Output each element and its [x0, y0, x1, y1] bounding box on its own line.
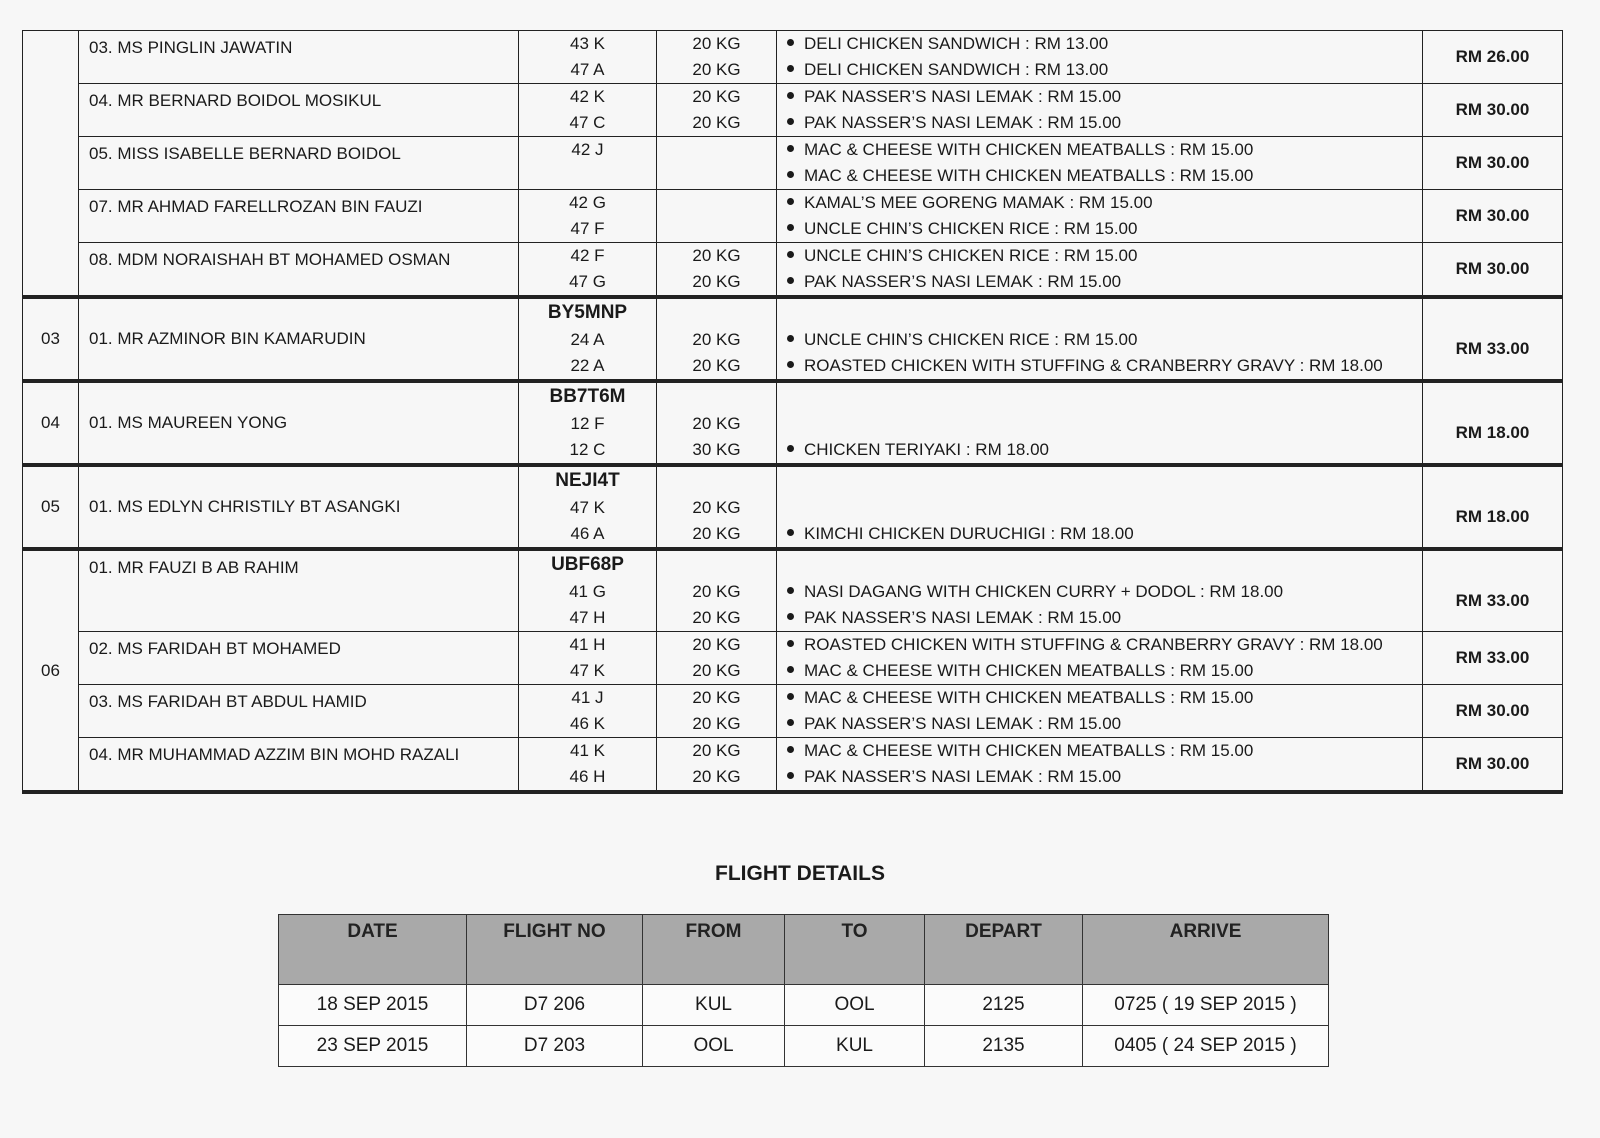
flight-arrive: 0725 ( 19 SEP 2015 ) [1083, 985, 1329, 1026]
baggage-allowance: 30 KG [692, 440, 741, 459]
bullet-icon [787, 39, 794, 46]
baggage-allowance: 20 KG [692, 688, 741, 707]
meal-text: UNCLE CHIN’S CHICKEN RICE : RM 15.00 [804, 246, 1138, 265]
passenger-meal-table [22, 30, 1563, 794]
meal-item [777, 190, 1422, 216]
meal-lines [777, 738, 1422, 790]
seat-cell [519, 549, 657, 632]
meal-item [777, 163, 1422, 189]
meal-lines [777, 383, 1422, 463]
flight-to: KUL [785, 1026, 925, 1067]
seat-lines [519, 467, 656, 547]
passenger-name: 01. MR FAUZI B AB RAHIM [79, 549, 519, 632]
meal-text: PAK NASSER’S NASI LEMAK : RM 15.00 [804, 608, 1122, 627]
meal-total: RM 26.00 [1423, 31, 1563, 84]
meal-text: UNCLE CHIN’S CHICKEN RICE : RM 15.00 [804, 219, 1138, 238]
bullet-icon [787, 613, 794, 620]
baggage-allowance: 20 KG [692, 524, 741, 543]
passenger-name: 08. MDM NORAISHAH BT MOHAMED OSMAN [79, 243, 519, 298]
seat-lines [519, 299, 656, 379]
meal-lines [777, 84, 1422, 136]
meal-lines [777, 137, 1422, 189]
bullet-icon [787, 277, 794, 284]
meal-total: RM 30.00 [1423, 137, 1563, 190]
seat-lines [519, 632, 656, 684]
passenger-row [23, 549, 1563, 632]
meal-item [777, 495, 1422, 521]
group-number [23, 31, 79, 298]
header-flight-no: FLIGHT NO [467, 915, 643, 985]
baggage-cell [657, 632, 777, 685]
flight-depart: 2135 [925, 1026, 1083, 1067]
meal-item [777, 57, 1422, 83]
seat-number: 47 A [570, 60, 605, 79]
group-number: 06 [23, 549, 79, 792]
baggage-allowance: 20 KG [692, 498, 741, 517]
baggage-allowance [657, 137, 776, 163]
bullet-icon [787, 640, 794, 647]
meal-total: RM 33.00 [1423, 549, 1563, 632]
meal-text: MAC & CHEESE WITH CHICKEN MEATBALLS : RM 15.00 [804, 661, 1254, 680]
seat-number: 47 K [570, 661, 605, 680]
seat-number: 12 F [570, 414, 605, 433]
meal-total: RM 33.00 [1423, 297, 1563, 381]
seat-cell [519, 685, 657, 738]
seat-number: 47 H [569, 608, 606, 627]
flight-arrive: 0405 ( 24 SEP 2015 ) [1083, 1026, 1329, 1067]
baggage-allowance: 20 KG [692, 330, 741, 349]
spacer [657, 383, 776, 411]
seat-lines [519, 31, 656, 83]
meal-lines [777, 31, 1422, 83]
meal-text: DELI CHICKEN SANDWICH : RM 13.00 [804, 34, 1109, 53]
meal-cell [777, 84, 1423, 137]
baggage-allowance: 20 KG [692, 741, 741, 760]
baggage-lines [657, 84, 776, 136]
passenger-row [23, 137, 1563, 190]
passenger-name: 05. MISS ISABELLE BERNARD BOIDOL [79, 137, 519, 190]
bullet-icon [787, 335, 794, 342]
spacer [657, 467, 776, 495]
meal-text: MAC & CHEESE WITH CHICKEN MEATBALLS : RM 15.00 [804, 741, 1254, 760]
meal-cell [777, 632, 1423, 685]
passenger-name: 01. MS EDLYN CHRISTILY BT ASANGKI [79, 465, 519, 549]
seat-lines [519, 84, 656, 136]
baggage-cell [657, 738, 777, 793]
meal-lines [777, 685, 1422, 737]
flight-details-title: FLIGHT DETAILS [715, 862, 885, 885]
seat-number: 41 G [569, 582, 606, 601]
passenger-name: 03. MS FARIDAH BT ABDUL HAMID [79, 685, 519, 738]
spacer [777, 299, 1422, 327]
bullet-icon [787, 251, 794, 258]
seat-cell [519, 31, 657, 84]
bullet-icon [787, 224, 794, 231]
meal-item [777, 216, 1422, 242]
meal-cell [777, 243, 1423, 298]
meal-text: MAC & CHEESE WITH CHICKEN MEATBALLS : RM 15.00 [804, 688, 1254, 707]
passenger-row [23, 381, 1563, 465]
passenger-name: 01. MR AZMINOR BIN KAMARUDIN [79, 297, 519, 381]
seat-lines [519, 190, 656, 242]
baggage-cell [657, 137, 777, 190]
meal-total: RM 18.00 [1423, 381, 1563, 465]
group-number: 04 [23, 381, 79, 465]
baggage-cell [657, 297, 777, 381]
meal-cell [777, 31, 1423, 84]
baggage-allowance: 20 KG [692, 767, 741, 786]
baggage-cell [657, 243, 777, 298]
meal-total: RM 30.00 [1423, 84, 1563, 137]
seat-lines [519, 551, 656, 631]
header-from: FROM [643, 915, 785, 985]
booking-reference: BB7T6M [549, 386, 626, 407]
seat-lines [519, 243, 656, 295]
seat-cell [519, 632, 657, 685]
bullet-icon [787, 65, 794, 72]
meal-cell [777, 297, 1423, 381]
flight-to: OOL [785, 985, 925, 1026]
flight-details-table [278, 914, 1329, 1067]
meal-text: PAK NASSER’S NASI LEMAK : RM 15.00 [804, 272, 1122, 291]
bullet-icon [787, 361, 794, 368]
meal-item [777, 353, 1422, 379]
seat-number: 42 K [570, 87, 605, 106]
baggage-lines [657, 467, 776, 547]
meal-cell [777, 381, 1423, 465]
baggage-cell [657, 381, 777, 465]
seat-number: 41 K [570, 741, 605, 760]
passenger-row [23, 738, 1563, 793]
flight-from: KUL [643, 985, 785, 1026]
meal-text: KIMCHI CHICKEN DURUCHIGI : RM 18.00 [804, 524, 1134, 543]
passenger-row [23, 685, 1563, 738]
baggage-lines [657, 137, 776, 189]
meal-text: ROASTED CHICKEN WITH STUFFING & CRANBERRY GRAVY : RM 18.00 [804, 635, 1383, 654]
bullet-icon [787, 92, 794, 99]
meal-lines [777, 551, 1422, 631]
seat-number: 42 F [570, 246, 605, 265]
passenger-name: 04. MR BERNARD BOIDOL MOSIKUL [79, 84, 519, 137]
flight-header-row [279, 915, 1329, 985]
baggage-allowance [657, 190, 776, 216]
flight-number: D7 203 [467, 1026, 643, 1067]
meal-total: RM 33.00 [1423, 632, 1563, 685]
bullet-icon [787, 445, 794, 452]
meal-item [777, 685, 1422, 711]
meal-total: RM 18.00 [1423, 465, 1563, 549]
seat-number: 24 A [570, 330, 605, 349]
meal-cell [777, 738, 1423, 793]
seat-cell [519, 465, 657, 549]
meal-total: RM 30.00 [1423, 685, 1563, 738]
booking-reference: UBF68P [551, 554, 624, 575]
meal-item [777, 137, 1422, 163]
baggage-cell [657, 190, 777, 243]
passenger-row [23, 31, 1563, 84]
flight-date: 18 SEP 2015 [279, 985, 467, 1026]
passenger-row [23, 190, 1563, 243]
bullet-icon [787, 693, 794, 700]
passenger-name: 02. MS FARIDAH BT MOHAMED [79, 632, 519, 685]
seat-cell [519, 243, 657, 298]
passenger-name: 07. MR AHMAD FARELLROZAN BIN FAUZI [79, 190, 519, 243]
bullet-icon [787, 746, 794, 753]
seat-number: 46 K [570, 714, 605, 733]
meal-item [777, 110, 1422, 136]
meal-lines [777, 467, 1422, 547]
seat-cell [519, 381, 657, 465]
seat-cell [519, 297, 657, 381]
meal-lines [777, 299, 1422, 379]
baggage-allowance [657, 163, 776, 189]
spacer [777, 467, 1422, 495]
seat-number: 42 G [569, 193, 606, 212]
bullet-icon [787, 198, 794, 205]
bullet-icon [787, 719, 794, 726]
baggage-allowance: 20 KG [692, 113, 741, 132]
seat-number: 47 C [569, 113, 606, 132]
bullet-icon [787, 529, 794, 536]
flight-details-container [278, 914, 1329, 1067]
flight-from: OOL [643, 1026, 785, 1067]
group-number: 03 [23, 297, 79, 381]
meal-item [777, 632, 1422, 658]
seat-number: 47 F [570, 219, 605, 238]
spacer [777, 383, 1422, 411]
seat-number: 46 H [569, 767, 606, 786]
meal-text: PAK NASSER’S NASI LEMAK : RM 15.00 [804, 87, 1122, 106]
meal-text: MAC & CHEESE WITH CHICKEN MEATBALLS : RM 15.00 [804, 140, 1254, 159]
meal-text: PAK NASSER’S NASI LEMAK : RM 15.00 [804, 767, 1122, 786]
meal-item [777, 605, 1422, 631]
passenger-name: 03. MS PINGLIN JAWATIN [79, 31, 519, 84]
baggage-allowance: 20 KG [692, 608, 741, 627]
passenger-row [23, 632, 1563, 685]
passenger-row [23, 465, 1563, 549]
passenger-row [23, 243, 1563, 298]
passenger-row [23, 297, 1563, 381]
seat-cell [519, 84, 657, 137]
spacer [657, 551, 776, 579]
passenger-name: 01. MS MAUREEN YONG [79, 381, 519, 465]
baggage-lines [657, 383, 776, 463]
baggage-lines [657, 31, 776, 83]
seat-number: 12 C [569, 440, 606, 459]
flight-date: 23 SEP 2015 [279, 1026, 467, 1067]
booking-reference: BY5MNP [547, 302, 628, 323]
seat-number [519, 163, 656, 189]
baggage-cell [657, 685, 777, 738]
seat-cell [519, 738, 657, 793]
meal-item [777, 411, 1422, 437]
meal-item [777, 327, 1422, 353]
seat-lines [519, 383, 656, 463]
meal-item [777, 711, 1422, 737]
baggage-allowance: 20 KG [692, 414, 741, 433]
meal-item [777, 579, 1422, 605]
seat-lines [519, 137, 656, 189]
seat-number: 43 K [570, 34, 605, 53]
meal-lines [777, 632, 1422, 684]
baggage-allowance: 20 KG [692, 661, 741, 680]
meal-cell [777, 549, 1423, 632]
meal-text: MAC & CHEESE WITH CHICKEN MEATBALLS : RM 15.00 [804, 166, 1254, 185]
baggage-lines [657, 299, 776, 379]
baggage-lines [657, 685, 776, 737]
baggage-allowance: 20 KG [692, 582, 741, 601]
meal-cell [777, 465, 1423, 549]
seat-number: 22 A [570, 356, 605, 375]
meal-lines [777, 243, 1422, 295]
meal-total: RM 30.00 [1423, 243, 1563, 298]
seat-lines [519, 738, 656, 790]
passenger-row [23, 84, 1563, 137]
group-number: 05 [23, 465, 79, 549]
bullet-icon [787, 666, 794, 673]
baggage-cell [657, 465, 777, 549]
baggage-allowance: 20 KG [692, 246, 741, 265]
meal-item [777, 738, 1422, 764]
baggage-lines [657, 632, 776, 684]
bullet-icon [787, 772, 794, 779]
seat-number: 47 G [569, 272, 606, 291]
seat-number: 42 J [571, 140, 604, 159]
meal-text: ROASTED CHICKEN WITH STUFFING & CRANBERRY GRAVY : RM 18.00 [804, 356, 1383, 375]
baggage-allowance: 20 KG [692, 635, 741, 654]
baggage-cell [657, 84, 777, 137]
meal-item [777, 521, 1422, 547]
baggage-lines [657, 551, 776, 631]
booking-reference: NEJI4T [555, 470, 620, 491]
meal-cell [777, 685, 1423, 738]
baggage-allowance [657, 216, 776, 242]
seat-number: 46 A [570, 524, 605, 543]
meal-text: PAK NASSER’S NASI LEMAK : RM 15.00 [804, 714, 1122, 733]
meal-total: RM 30.00 [1423, 738, 1563, 793]
seat-cell [519, 190, 657, 243]
baggage-cell [657, 549, 777, 632]
bullet-icon [787, 587, 794, 594]
seat-number: 41 J [571, 688, 604, 707]
meal-item [777, 243, 1422, 269]
baggage-allowance: 20 KG [692, 34, 741, 53]
seat-number: 41 H [569, 635, 606, 654]
flight-depart: 2125 [925, 985, 1083, 1026]
bullet-icon [787, 171, 794, 178]
header-date: DATE [279, 915, 467, 985]
baggage-allowance: 20 KG [692, 87, 741, 106]
baggage-lines [657, 243, 776, 295]
meal-text: KAMAL’S MEE GORENG MAMAK : RM 15.00 [804, 193, 1153, 212]
meal-item [777, 269, 1422, 295]
meal-item [777, 437, 1422, 463]
meal-text: PAK NASSER’S NASI LEMAK : RM 15.00 [804, 113, 1122, 132]
flight-row [279, 1026, 1329, 1067]
meal-cell [777, 190, 1423, 243]
seat-lines [519, 685, 656, 737]
baggage-lines [657, 190, 776, 242]
baggage-cell [657, 31, 777, 84]
bullet-icon [787, 118, 794, 125]
baggage-allowance: 20 KG [692, 714, 741, 733]
header-arrive: ARRIVE [1083, 915, 1329, 985]
flight-number: D7 206 [467, 985, 643, 1026]
header-depart: DEPART [925, 915, 1083, 985]
meal-item [777, 658, 1422, 684]
meal-total: RM 30.00 [1423, 190, 1563, 243]
spacer [657, 299, 776, 327]
seat-cell [519, 137, 657, 190]
spacer [777, 551, 1422, 579]
flight-row [279, 985, 1329, 1026]
bullet-icon [787, 145, 794, 152]
meal-text: NASI DAGANG WITH CHICKEN CURRY + DODOL : RM 18.00 [804, 582, 1284, 601]
meal-cell [777, 137, 1423, 190]
meal-item [777, 84, 1422, 110]
meal-text: CHICKEN TERIYAKI : RM 18.00 [804, 440, 1049, 459]
baggage-allowance: 20 KG [692, 60, 741, 79]
header-to: TO [785, 915, 925, 985]
seat-number: 47 K [570, 498, 605, 517]
meal-lines [777, 190, 1422, 242]
baggage-allowance: 20 KG [692, 356, 741, 375]
passenger-table-container [22, 30, 1562, 794]
meal-text: UNCLE CHIN’S CHICKEN RICE : RM 15.00 [804, 330, 1138, 349]
meal-item [777, 31, 1422, 57]
baggage-allowance: 20 KG [692, 272, 741, 291]
meal-text: DELI CHICKEN SANDWICH : RM 13.00 [804, 60, 1109, 79]
meal-item [777, 764, 1422, 790]
baggage-lines [657, 738, 776, 790]
passenger-name: 04. MR MUHAMMAD AZZIM BIN MOHD RAZALI [79, 738, 519, 793]
